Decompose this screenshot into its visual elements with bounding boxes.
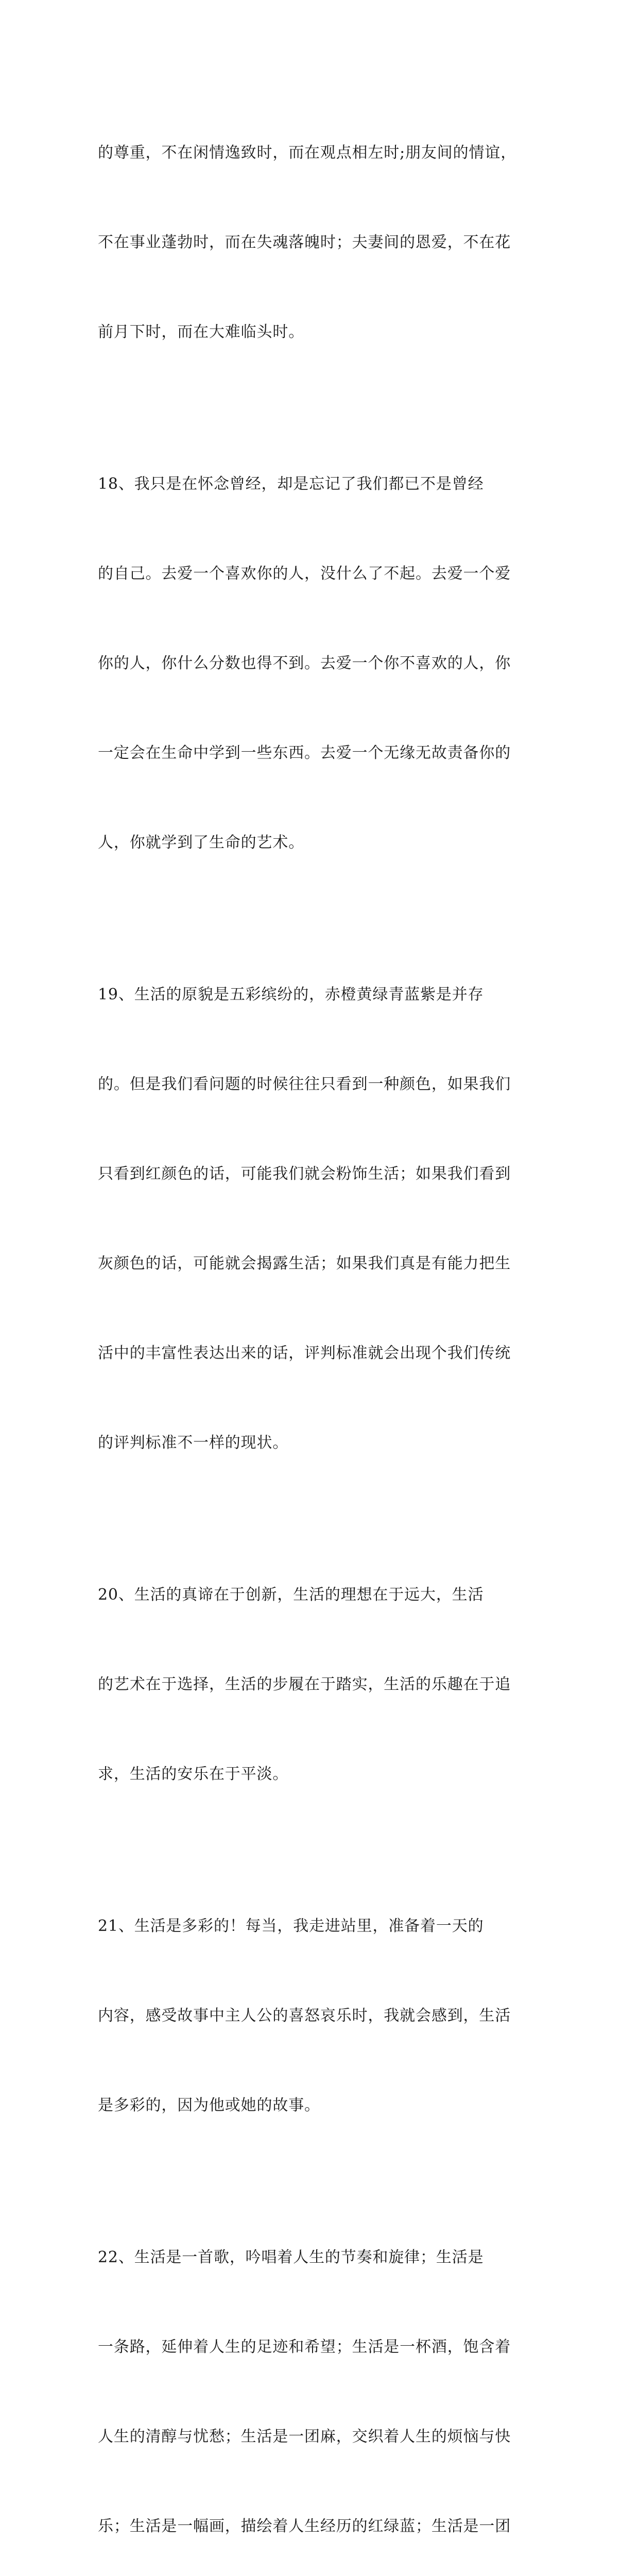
text-line: 21、生活是多彩的！每当，我走进站里，准备着一天的 <box>98 1917 484 1935</box>
paragraph-18 <box>98 410 537 918</box>
paragraph-17-continued <box>98 78 537 407</box>
text-line: 的艺术在于选择，生活的步履在于踏实，生活的乐趣在于追 <box>98 1675 511 1693</box>
text-line: 人，你就学到了生命的艺术。 <box>98 834 305 852</box>
text-line: 一定会在生命中学到一些东西。去爱一个无缘无故责备你的 <box>98 744 511 762</box>
paragraph-22 <box>98 2183 537 2576</box>
text-line: 的评判标准不一样的现状。 <box>98 1434 289 1452</box>
text-line: 你的人，你什么分数也得不到。去爱一个你不喜欢的人，你 <box>98 654 511 672</box>
text-line: 18、我只是在怀念曾经，却是忘记了我们都已不是曾经 <box>98 475 484 493</box>
text-line: 不在事业蓬勃时，而在失魂落魄时；夫妻间的恩爱，不在花 <box>98 233 511 251</box>
paragraph-20 <box>98 1520 537 1849</box>
text-line: 人生的清醇与忧愁；生活是一团麻，交织着人生的烦恼与快 <box>98 2428 511 2446</box>
text-line: 22、生活是一首歌，吟唱着人生的节奏和旋律；生活是 <box>98 2248 484 2266</box>
text-line: 19、生活的原貌是五彩缤纷的，赤橙黄绿青蓝紫是并存 <box>98 986 484 1004</box>
text-line: 是多彩的，因为他或她的故事。 <box>98 2096 320 2114</box>
paragraph-21 <box>98 1852 537 2180</box>
text-line: 20、生活的真谛在于创新，生活的理想在于远大，生活 <box>98 1586 484 1604</box>
text-line: 的尊重，不在闲情逸致时，而在观点相左时;朋友间的情谊， <box>98 144 517 162</box>
text-line: 的自己。去爱一个喜欢你的人，没什么了不起。去爱一个爱 <box>98 565 511 583</box>
text-line: 内容，感受故事中主人公的喜怒哀乐时，我就会感到，生活 <box>98 2007 511 2025</box>
document-page <box>98 78 537 2576</box>
text-line: 乐；生活是一幅画，描绘着人生经历的红绿蓝；生活是一团 <box>98 2517 511 2535</box>
text-line: 活中的丰富性表达出来的话，评判标准就会出现个我们传统 <box>98 1344 511 1362</box>
text-line: 灰颜色的话，可能就会揭露生活；如果我们真是有能力把生 <box>98 1255 511 1273</box>
text-line: 一条路，延伸着人生的足迹和希望；生活是一杯酒，饱含着 <box>98 2338 511 2356</box>
text-line: 的。但是我们看问题的时候往往只看到一种颜色，如果我们 <box>98 1075 511 1093</box>
paragraph-19 <box>98 920 537 1518</box>
text-line: 只看到红颜色的话，可能我们就会粉饰生活；如果我们看到 <box>98 1165 511 1183</box>
text-line: 前月下时，而在大难临头时。 <box>98 323 305 341</box>
text-line: 求，生活的安乐在于平淡。 <box>98 1765 289 1783</box>
